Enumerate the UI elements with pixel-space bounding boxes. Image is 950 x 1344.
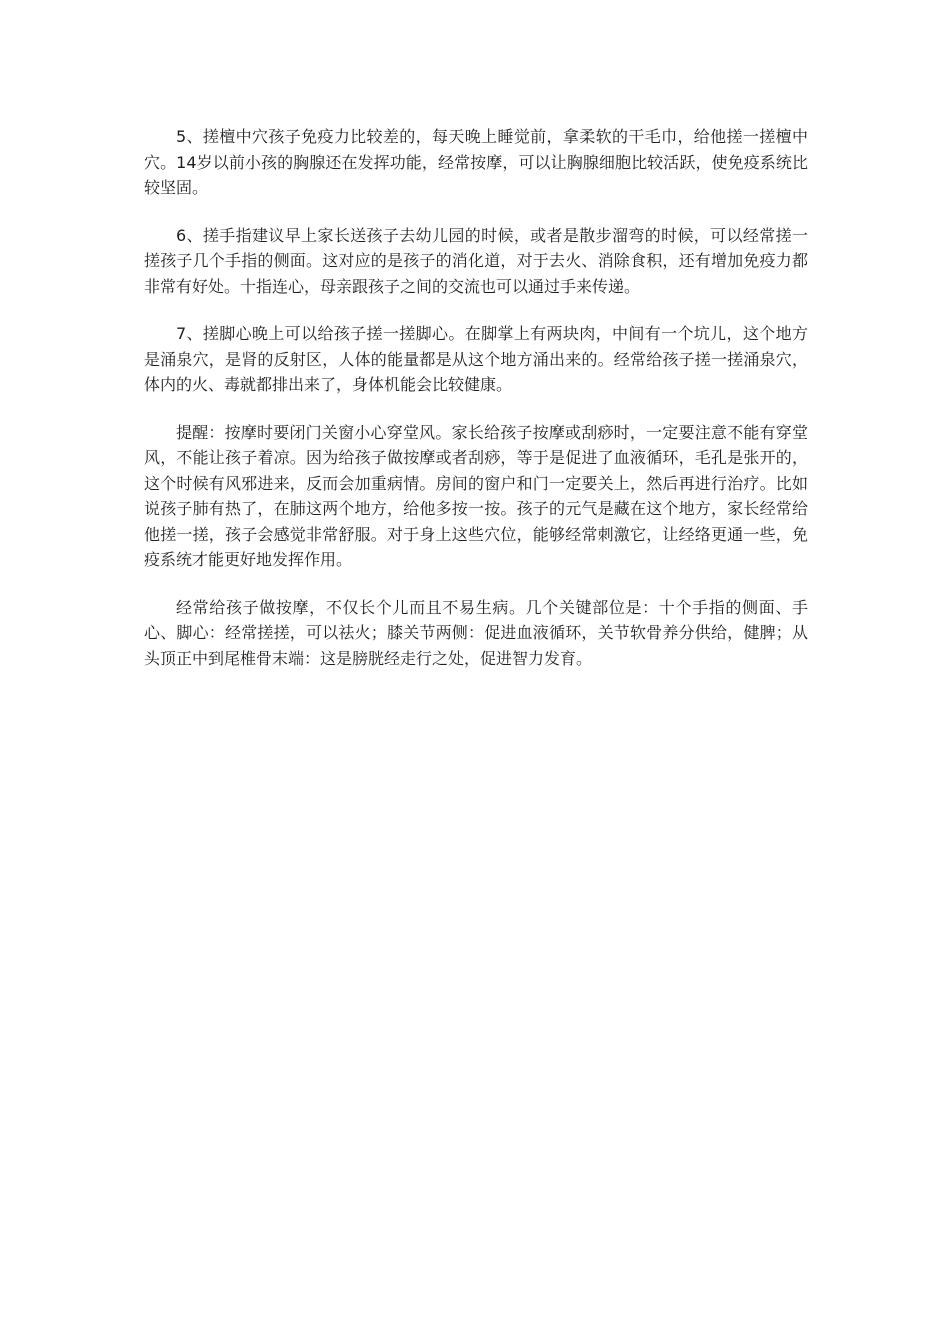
paragraph-summary: 经常给孩子做按摩，不仅长个儿而且不易生病。几个关键部位是：十个手指的侧面、手心、脚心：经常搓搓，可以祛火；膝关节两侧：促进血液循环，关节软骨养分供给，健脾；从头顶正中到尾椎骨末端：这是膀胱经走行之处，促进智力发育。 — [144, 597, 808, 668]
paragraph-rub-tanzhong: 5、搓檀中穴孩子免疫力比较差的，每天晚上睡觉前，拿柔软的干毛巾，给他搓一搓檀中穴。14岁以前小孩的胸腺还在发挥功能，经常按摩，可以让胸腺细胞比较活跃，使免疫系统比较坚固。 — [144, 127, 808, 197]
document-body — [144, 124, 808, 693]
paragraph-rub-fingers: 6、搓手指建议早上家长送孩子去幼儿园的时候，或者是散步溜弯的时候，可以经常搓一搓孩子几个手指的侧面。这对应的是孩子的消化道，对于去火、消除食积，还有增加免疫力都非常有好处。十指连心，母亲跟孩子之间的交流也可以通过手来传递。 — [144, 225, 808, 296]
paragraph-rub-soles: 7、搓脚心晚上可以给孩子搓一搓脚心。在脚掌上有两块肉，中间有一个坑儿，这个地方是涌泉穴，是肾的反射区，人体的能量都是从这个地方涌出来的。经常给孩子搓一搓涌泉穴，体内的火、毒就都排出来了，身体机能会比较健康。 — [144, 324, 808, 394]
paragraph-reminder: 提醒：按摩时要闭门关窗小心穿堂风。家长给孩子按摩或刮痧时，一定要注意不能有穿堂风，不能让孩子着凉。因为给孩子做按摩或者刮痧，等于是促进了血液循环，毛孔是张开的，这个时候有风邪进来，反而会加重病情。房间的窗户和门一定要关上，然后再进行治疗。比如说孩子肺有热了，在肺这两个地方，给他多按一按。孩子的元气是藏在这个地方，家长经常给他搓一搓，孩子会感觉非常舒服。对于身上这些穴位，能够经常刺激它，让经络更通一些，免疫系统才能更好地发挥作用。 — [144, 422, 808, 569]
